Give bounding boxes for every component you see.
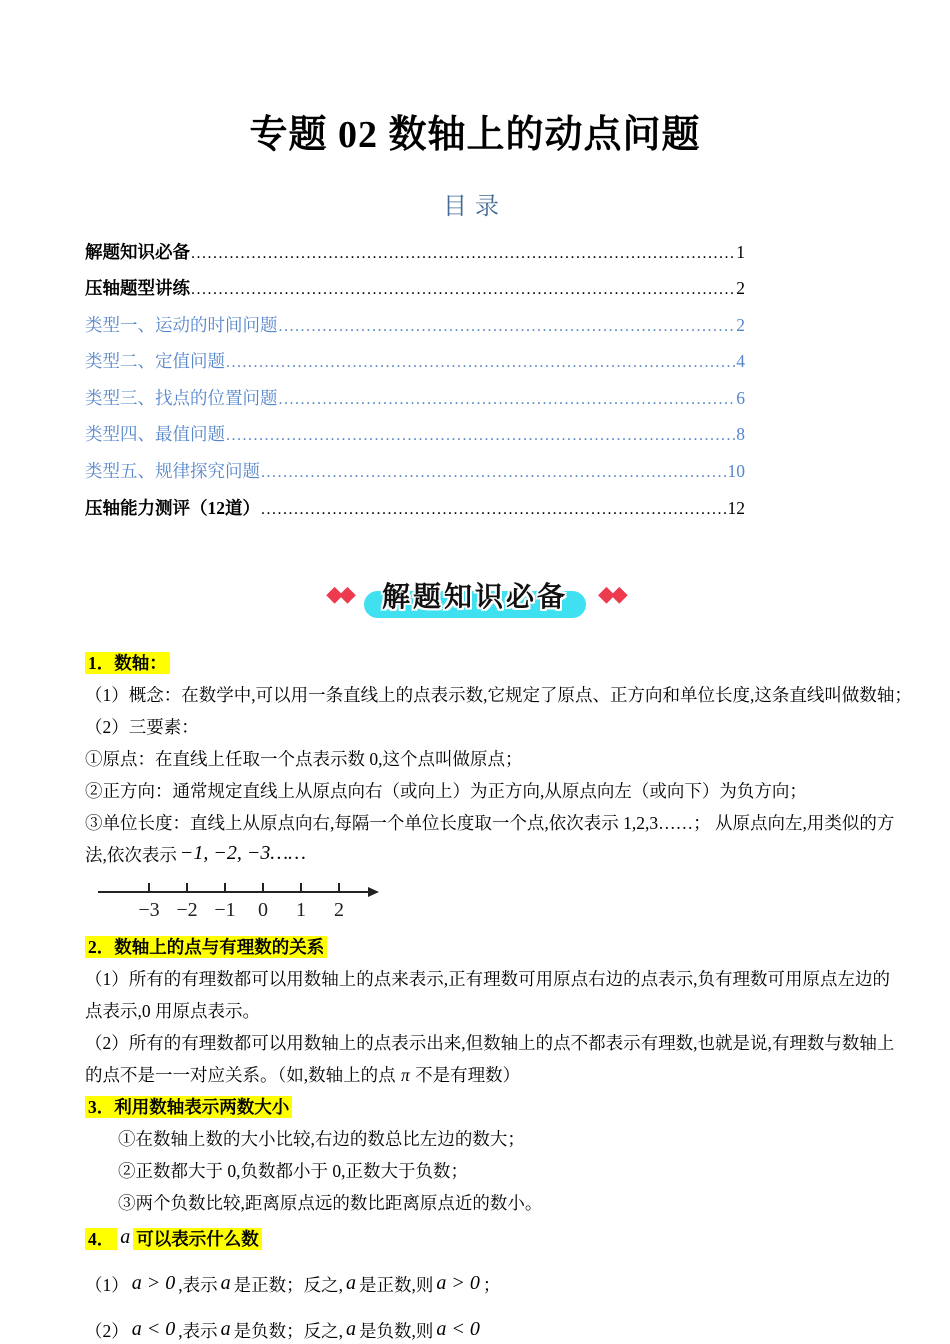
section-4-heading: 4． a 可以表示什么数 — [85, 1223, 865, 1255]
toc-dot-leader — [279, 381, 736, 418]
toc-page-number: 6 — [736, 387, 745, 408]
numberline-arrow-icon — [368, 887, 379, 897]
toc-page-number: 10 — [727, 461, 745, 482]
numberline-tick-label: −1 — [214, 899, 236, 922]
section-2-p1-line1: （1）所有的有理数都可以用数轴上的点来表示,正有理数可用原点右边的点表示,负有理数可用原点左边的 — [85, 969, 890, 990]
section-4-case1: （1） a > 0 ,表示 a 是正数；反之, a 是正数,则 a > 0 ； — [85, 1272, 501, 1296]
numberline-tick-label: −3 — [138, 899, 160, 922]
toc-entry-type1[interactable] — [85, 308, 745, 345]
toc-entry-type5[interactable] — [85, 454, 745, 491]
diamond-left-icon: ◆◆ — [326, 582, 352, 608]
toc-dot-leader — [261, 454, 727, 491]
toc-page-number: 12 — [727, 497, 745, 518]
toc-entry-type3[interactable] — [85, 381, 745, 418]
numberline-tick — [224, 883, 226, 892]
numberline-tick-label: 1 — [296, 899, 306, 922]
toc-entry-label: 类型二、定值问题 — [85, 351, 225, 372]
toc-entry-type2[interactable] — [85, 344, 745, 381]
toc-entry-label: 类型四、最值问题 — [85, 424, 225, 445]
toc-page-number: 2 — [736, 314, 745, 335]
toc-entry-lecture[interactable] — [85, 271, 745, 308]
diamond-right-icon: ◆◆ — [598, 582, 624, 608]
section-2-heading: 2．数轴上的点与有理数的关系 — [85, 931, 865, 963]
toc-heading: 目录 — [443, 193, 507, 220]
section-2-p1-line2: 点表示,0 用原点表示。 — [85, 1001, 260, 1022]
knowledge-content — [85, 647, 912, 1344]
section-1-item-origin: ①原点：在直线上任取一个点表示数 0,这个点叫做原点； — [85, 749, 523, 770]
toc-page-number: 8 — [736, 424, 745, 445]
toc-entry-label: 类型三、找点的位置问题 — [85, 387, 278, 408]
toc-entry-knowledge[interactable] — [85, 235, 745, 272]
section-1-item-direction: ②正方向：通常规定直线上从原点向右（或向上）为正方向,从原点向左（或向下）为负方向； — [85, 781, 807, 802]
toc-entry-test[interactable] — [85, 491, 745, 528]
toc-page-number: 2 — [736, 278, 745, 299]
toc-entry-label: 类型五、规律探究问题 — [85, 461, 260, 482]
toc-page-number: 4 — [736, 351, 745, 372]
section-1-elements: （2）三要素： — [85, 717, 199, 738]
section-4-case2: （2） a < 0 ,表示 a 是负数；反之, a 是负数,则 a < 0 — [85, 1318, 480, 1342]
section-1-item-unit-cont: 法,依次表示 −1, −2, −3…… — [85, 842, 306, 866]
section-2-p2-line1: （2）所有的有理数都可以用数轴上的点表示出来,但数轴上的点不都表示有理数,也就是说,有理数与数轴上 — [85, 1033, 895, 1054]
section-2-p2-line2: 的点不是一一对应关系。（如,数轴上的点 π 不是有理数） — [85, 1065, 521, 1086]
toc-page-number: 1 — [736, 241, 745, 262]
numberline-figure — [98, 877, 418, 927]
toc-dot-leader — [191, 271, 735, 308]
numberline-tick — [186, 883, 188, 892]
toc-entry-label: 压轴能力测评（12道） — [85, 497, 260, 518]
numberline-axis — [98, 891, 370, 893]
toc-dot-leader — [261, 491, 727, 528]
numberline-tick — [148, 883, 150, 892]
numberline-tick — [262, 883, 264, 892]
section-1-concept: （1）概念：在数学中,可以用一条直线上的点表示数,它规定了原点、正方向和单位长度,这条直线叫做数轴； — [85, 685, 912, 706]
toc-entry-label: 解题知识必备 — [85, 241, 190, 262]
toc-entry-type4[interactable] — [85, 417, 745, 454]
toc-dot-leader — [191, 235, 735, 272]
numberline-tick — [338, 883, 340, 892]
section-1-item-unit: ③单位长度：直线上从原点向右,每隔一个单位长度取一个点,依次表示 1,2,3……； 从原点向左,用类似的方 — [85, 813, 895, 834]
numberline-tick-label: 0 — [258, 899, 268, 922]
toc-entry-label: 类型一、运动的时间问题 — [85, 314, 278, 335]
toc-dot-leader — [279, 308, 736, 345]
section-1-heading: 1．数轴： — [85, 647, 865, 679]
section-3-heading: 3．利用数轴表示两数大小 — [85, 1091, 865, 1123]
table-of-contents — [85, 235, 865, 528]
section-banner-title: 解题知识必备 — [364, 573, 586, 623]
section-banner — [85, 573, 865, 623]
toc-dot-leader — [226, 344, 735, 381]
toc-dot-leader — [226, 417, 735, 454]
section-3-item1: ①在数轴上数的大小比较,右边的数总比左边的数大； — [118, 1129, 525, 1150]
numberline-tick-label: 2 — [334, 899, 344, 922]
numberline-tick — [300, 883, 302, 892]
toc-entry-label: 压轴题型讲练 — [85, 278, 190, 299]
section-3-item3: ③两个负数比较,距离原点远的数比距离原点近的数小。 — [118, 1193, 543, 1214]
numberline-tick-label: −2 — [176, 899, 198, 922]
page-title: 专题 02 数轴上的动点问题 — [249, 114, 701, 156]
section-3-item2: ②正数都大于 0,负数都小于 0,正数大于负数； — [118, 1161, 468, 1182]
